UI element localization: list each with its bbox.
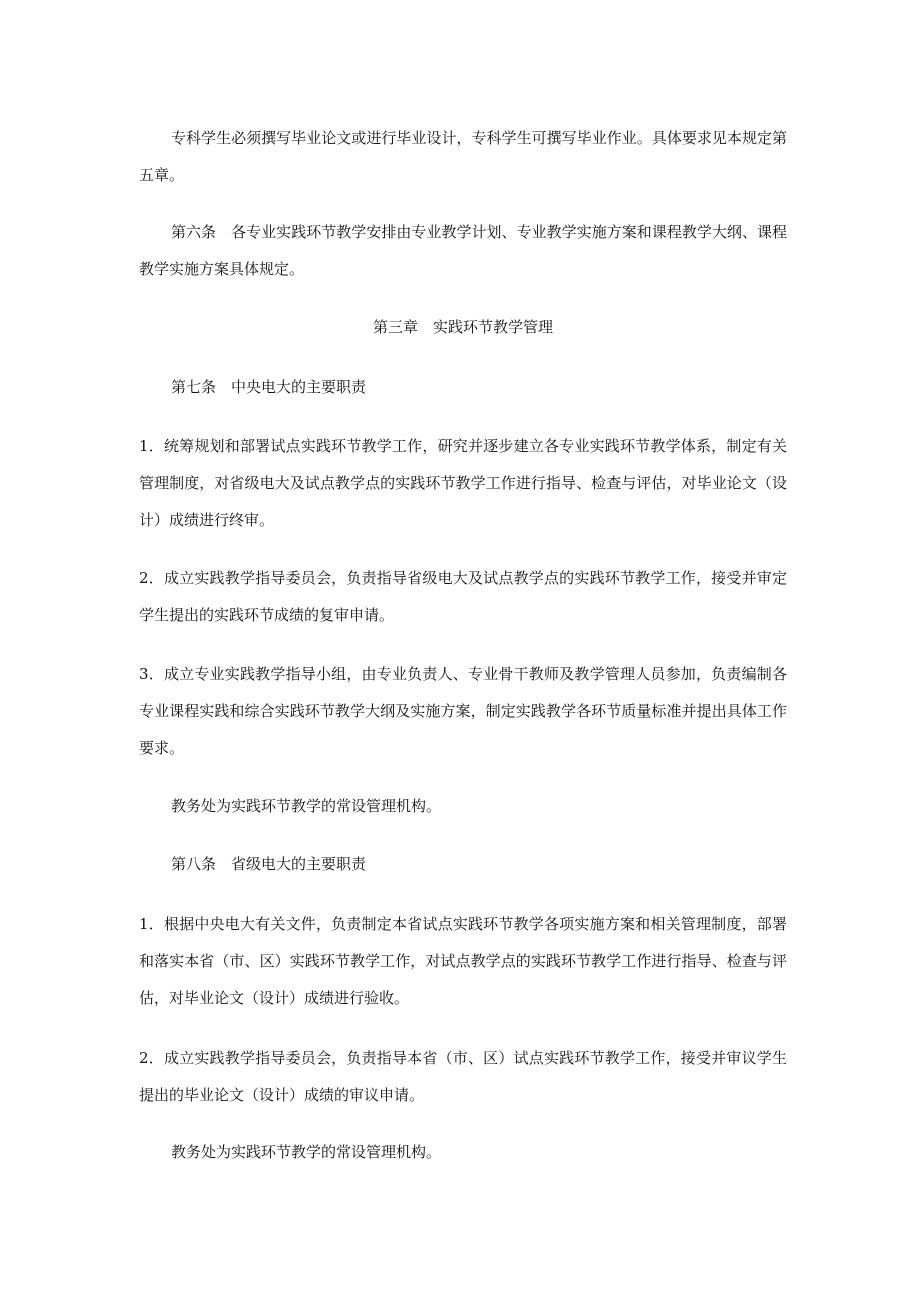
article-7-office-note: 教务处为实践环节教学的常设管理机构。 — [171, 797, 442, 815]
chapter-heading-3: 第三章 实践环节教学管理 — [372, 318, 553, 336]
article-7-heading: 第七条 中央电大的主要职责 — [171, 378, 367, 396]
article-8-heading: 第八条 省级电大的主要职责 — [171, 855, 367, 873]
article-8-item-1: 1．根据中央电大有关文件，负责制定本省试点实践环节教学各项实施方案和相关管理制度，部署和落实本省（市、区）实践环节教学工作，对试点教学点的实践环节教学工作进行指导、检查与评估，对毕业论文（设计）成绩进行验收。 — [139, 915, 787, 1007]
article-7-item-1: 1．统筹规划和部署试点实践环节教学工作，研究并逐步建立各专业实践环节教学体系，制定有关管理制度，对省级电大及试点教学点的实践环节教学工作进行指导、检查与评估，对毕业论文（设计）成绩进行终审。 — [139, 437, 787, 529]
article-7-item-3: 3．成立专业实践教学指导小组，由专业负责人、专业骨干教师及教学管理人员参加，负责编制各专业课程实践和综合实践环节教学大纲及实施方案，制定实践教学各环节质量标准并提出具体工作要求。 — [139, 665, 787, 757]
article-8-item-2: 2．成立实践教学指导委员会，负责指导本省（市、区）试点实践环节教学工作，接受并审议学生提出的毕业论文（设计）成绩的审议申请。 — [139, 1049, 787, 1104]
paragraph-article-6: 第六条 各专业实践环节教学安排由专业教学计划、专业教学实施方案和课程教学大纲、课程教学实施方案具体规定。 — [139, 223, 787, 278]
article-7-item-2: 2．成立实践教学指导委员会，负责指导省级电大及试点教学点的实践环节教学工作，接受并审定学生提出的实践环节成绩的复审申请。 — [139, 569, 787, 624]
article-8-office-note: 教务处为实践环节教学的常设管理机构。 — [171, 1143, 442, 1161]
paragraph-specialty-requirement: 专科学生必须撰写毕业论文或进行毕业设计，专科学生可撰写毕业作业。具体要求见本规定第五章。 — [139, 129, 787, 184]
